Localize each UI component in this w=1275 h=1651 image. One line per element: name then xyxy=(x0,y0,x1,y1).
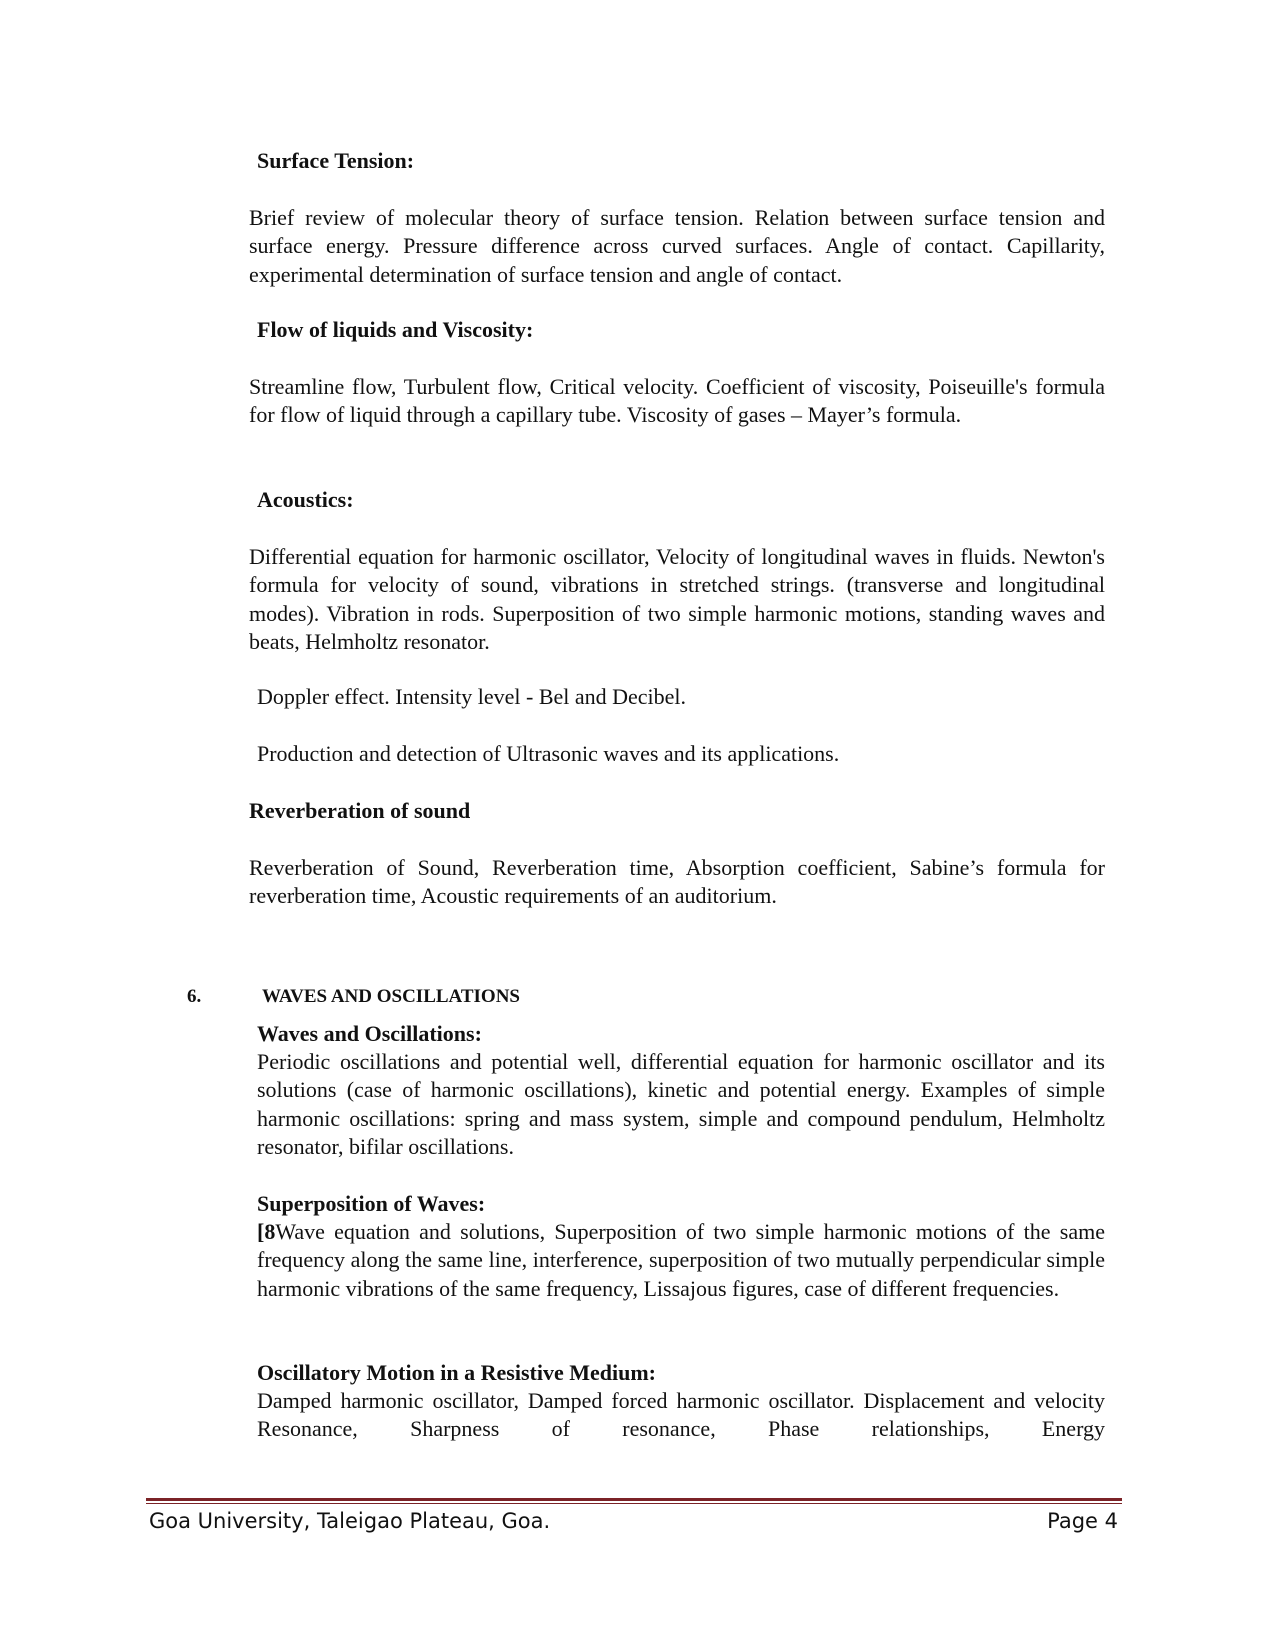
resistive-medium-heading: Oscillatory Motion in a Resistive Medium: xyxy=(257,1360,657,1385)
superposition-body: Wave equation and solutions, Superposition of two simple harmonic motions of the same frequency along the same line, interference, superposition of two mutually perpendicular simple harmonic vibrations of the same frequency, Lissajous figures, case of different frequencies. xyxy=(257,1219,1105,1301)
footer-institution: Goa University, Taleigao Plateau, Goa. xyxy=(149,1509,551,1533)
superposition-marker: [8 xyxy=(257,1219,276,1244)
waves-oscillations-heading: Waves and Oscillations: xyxy=(257,1021,482,1046)
surface-tension-heading: Surface Tension: xyxy=(257,148,415,173)
acoustics-heading: Acoustics: xyxy=(257,487,354,512)
unit-number: 6. xyxy=(187,986,202,1007)
superposition-text xyxy=(257,1218,1105,1303)
footer-divider xyxy=(146,1498,1122,1504)
acoustics-text: Differential equation for harmonic oscillator, Velocity of longitudinal waves in fluids. Newton's formula for velocity of sound, vibrations in stretched strings. (transverse and longitudinal modes). Vibration in rods. Superposition of two simple harmonic motions, standing waves and beats, Helmholtz resonator. xyxy=(249,544,1105,654)
unit-title: WAVES AND OSCILLATIONS xyxy=(262,986,520,1007)
acoustics-ultrasonic-text: Production and detection of Ultrasonic waves and its applications. xyxy=(257,741,840,766)
flow-viscosity-text: Streamline flow, Turbulent flow, Critical velocity. Coefficient of viscosity, Poiseuille's formula for flow of liquid through a capillary tube. Viscosity of gases – Mayer’s formula. xyxy=(249,374,1105,428)
waves-oscillations-text: Periodic oscillations and potential well, differential equation for harmonic oscillator and its solutions (case of harmonic oscillations), kinetic and potential energy. Examples of simple harmonic oscillations: spring and mass system, simple and compound pendulum, Helmholtz resonator, bifilar oscillations. xyxy=(257,1049,1105,1159)
reverberation-heading: Reverberation of sound xyxy=(249,798,471,823)
resistive-medium-text: Damped harmonic oscillator, Damped forced harmonic oscillator. Displacement and velocity Resonance, Sharpness of resonance, Phase relationships, Energy xyxy=(257,1388,1105,1442)
superposition-heading: Superposition of Waves: xyxy=(257,1191,486,1216)
footer-page-number: Page 4 xyxy=(1047,1509,1118,1533)
surface-tension-text: Brief review of molecular theory of surface tension. Relation between surface tension and surface energy. Pressure difference across curved surfaces. Angle of contact. Capillarity, experimental determination of surface tension and angle of contact. xyxy=(249,205,1105,287)
reverberation-text: Reverberation of Sound, Reverberation time, Absorption coefficient, Sabine’s formula for reverberation time, Acoustic requirements of an auditorium. xyxy=(249,855,1105,909)
flow-viscosity-heading: Flow of liquids and Viscosity: xyxy=(257,317,534,342)
acoustics-doppler-text: Doppler effect. Intensity level - Bel and Decibel. xyxy=(257,684,687,709)
